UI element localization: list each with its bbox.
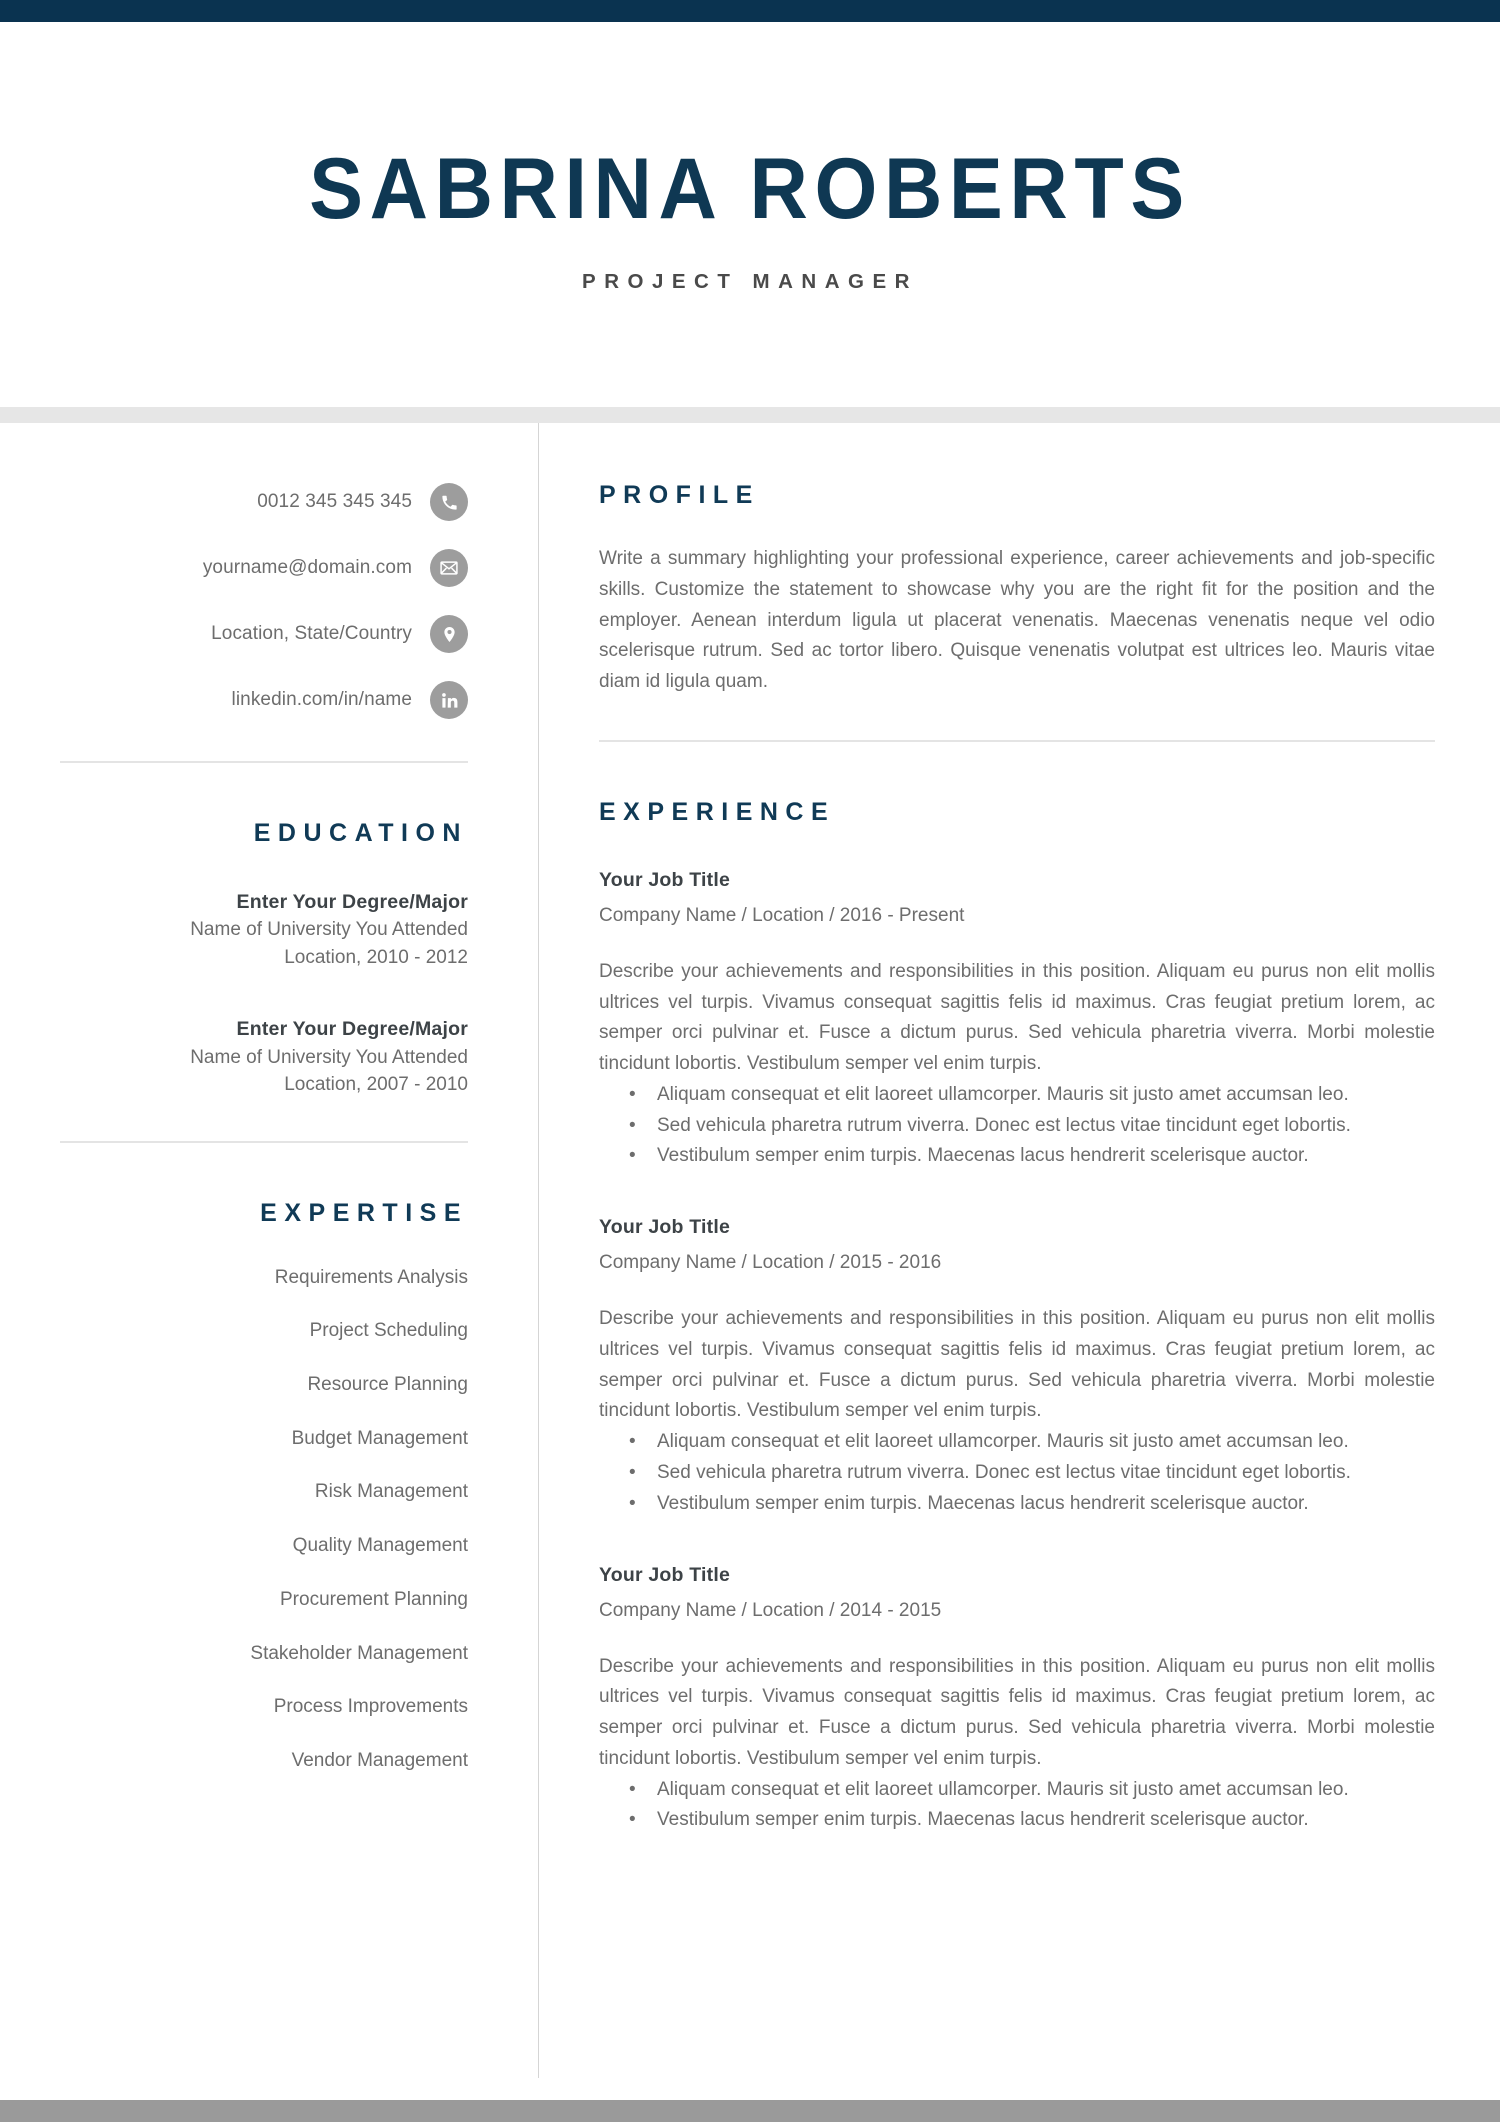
resume-header xyxy=(0,22,1500,407)
left-divider-2 xyxy=(60,1141,468,1143)
contact-list xyxy=(60,483,468,719)
expertise-item: Quality Management xyxy=(292,1535,468,1557)
experience-bullet: • Vestibulum semper enim turpis. Maecenas lacus hendrerit scelerisque auctor. xyxy=(629,1805,1435,1836)
left-column xyxy=(0,423,538,2100)
expertise-item: Budget Management xyxy=(291,1427,468,1449)
experience-job-meta: Company Name / Location / 2014 - 2015 xyxy=(599,1599,942,1621)
experience-bullet-list xyxy=(599,1775,1435,1837)
expertise-item: Procurement Planning xyxy=(280,1588,468,1610)
expertise-item: Stakeholder Management xyxy=(250,1642,468,1664)
contact-phone-text: 0012 345 345 345 xyxy=(257,491,412,512)
education-entry xyxy=(60,1015,468,1098)
experience-bullet-list xyxy=(599,1080,1435,1172)
expertise-item: Requirements Analysis xyxy=(274,1266,468,1288)
education-degree: Enter Your Degree/Major xyxy=(236,891,468,913)
candidate-name: SABRINA ROBERTS xyxy=(309,140,1191,237)
education-heading: EDUCATION xyxy=(253,819,468,847)
experience-job-description: Describe your achievements and responsibilities in this position. Aliquam eu purus non elit mollis ultrices vel turpis. Vivamus consequat sagittis felis id maximus. Cras feugiat pretium lorem, ac semper orci pulvinar et. Fusce a dictum purus. Sed vehicula pharetria viverra. Morbi molestie tincidunt lobortis. Vestibulum semper vel enim turpis. xyxy=(599,960,1435,1075)
education-location-years: Location, 2007 - 2010 xyxy=(284,1074,468,1096)
contact-item-email[interactable] xyxy=(60,549,468,587)
experience-bullet: • Aliquam consequat et elit laoreet ullamcorper. Mauris sit justo amet accumsan leo. xyxy=(629,1427,1435,1458)
experience-bullet: • Sed vehicula pharetra rutrum viverra. Donec est lectus vitae tincidunt eget lobortis. xyxy=(629,1458,1435,1489)
contact-email-text: yourname@domain.com xyxy=(202,557,412,578)
experience-job-title: Your Job Title xyxy=(599,868,731,891)
education-school: Name of University You Attended xyxy=(190,919,468,941)
education-entry xyxy=(60,888,468,971)
right-divider-1 xyxy=(599,740,1435,742)
experience-bullet: • Vestibulum semper enim turpis. Maecenas lacus hendrerit scelerisque auctor. xyxy=(629,1141,1435,1172)
expertise-list xyxy=(60,1266,468,1774)
contact-item-location[interactable] xyxy=(60,615,468,653)
experience-heading: EXPERIENCE xyxy=(599,797,836,826)
experience-entry xyxy=(599,1564,1435,1837)
experience-job-description: Describe your achievements and responsibilities in this position. Aliquam eu purus non elit mollis ultrices vel turpis. Vivamus consequat sagittis felis id maximus. Cras feugiat pretium lorem, ac semper orci pulvinar et. Fusce a dictum purus. Sed vehicula pharetria viverra. Morbi molestie tincidunt lobortis. Vestibulum semper vel enim turpis. xyxy=(599,1655,1435,1769)
experience-job-title: Your Job Title xyxy=(599,1216,731,1239)
location-pin-icon xyxy=(430,615,468,653)
footer-accent-bar xyxy=(0,2100,1500,2122)
experience-entry xyxy=(599,869,1435,1172)
candidate-job-title: PROJECT MANAGER xyxy=(582,269,918,293)
phone-icon xyxy=(430,483,468,521)
linkedin-icon xyxy=(430,681,468,719)
profile-heading: PROFILE xyxy=(599,481,760,509)
right-column xyxy=(539,423,1500,2100)
expertise-item: Vendor Management xyxy=(291,1749,468,1771)
experience-job-meta: Company Name / Location / 2016 - Present xyxy=(599,904,965,926)
top-accent-bar xyxy=(0,0,1500,22)
contact-linkedin-text: linkedin.com/in/name xyxy=(231,689,412,710)
experience-job-title: Your Job Title xyxy=(599,1563,731,1586)
education-degree: Enter Your Degree/Major xyxy=(236,1018,468,1041)
header-divider-band xyxy=(0,407,1500,423)
expertise-item: Resource Planning xyxy=(307,1374,468,1396)
expertise-item: Risk Management xyxy=(314,1481,468,1503)
expertise-item: Process Improvements xyxy=(273,1696,468,1718)
education-school: Name of University You Attended xyxy=(190,1046,468,1068)
expertise-heading: EXPERTISE xyxy=(260,1198,468,1227)
education-location-years: Location, 2010 - 2012 xyxy=(284,946,468,968)
contact-location-text: Location, State/Country xyxy=(211,623,412,644)
left-divider-1 xyxy=(60,761,468,763)
experience-entry xyxy=(599,1216,1435,1519)
experience-bullet: • Vestibulum semper enim turpis. Maecenas lacus hendrerit scelerisque auctor. xyxy=(629,1489,1435,1520)
expertise-item: Project Scheduling xyxy=(309,1320,468,1342)
experience-bullet: • Aliquam consequat et elit laoreet ullamcorper. Mauris sit justo amet accumsan leo. xyxy=(629,1775,1435,1806)
experience-bullet: • Aliquam consequat et elit laoreet ullamcorper. Mauris sit justo amet accumsan leo. xyxy=(629,1080,1435,1111)
contact-item-linkedin[interactable] xyxy=(60,681,468,719)
profile-text: Write a summary highlighting your professional experience, career achievements and job-specific skills. Customize the statement to showcase why you are the right fit for the position and the employer. Aenean interdum ligula ut placerat venenatis. Maecenas venenatis neque vel odio scelerisque rutrum. Sed ac tortor libero. Quisque venenatis volutpat est ultrices leo. Mauris vitae diam id ligula quam. xyxy=(599,548,1435,693)
experience-job-meta: Company Name / Location / 2015 - 2016 xyxy=(599,1252,942,1274)
contact-item-phone[interactable] xyxy=(60,483,468,521)
email-icon xyxy=(430,549,468,587)
experience-job-description: Describe your achievements and responsibilities in this position. Aliquam eu purus non elit mollis ultrices vel turpis. Vivamus consequat sagittis felis id maximus. Cras feugiat pretium lorem, ac semper orci pulvinar et. Fusce a dictum purus. Sed vehicula pharetria viverra. Morbi molestie tincidunt lobortis. Vestibulum semper vel enim turpis. xyxy=(599,1308,1435,1422)
experience-bullet: • Sed vehicula pharetra rutrum viverra. Donec est lectus vitae tincidunt eget lobortis. xyxy=(629,1111,1435,1142)
resume-body xyxy=(0,423,1500,2100)
experience-bullet-list xyxy=(599,1427,1435,1519)
